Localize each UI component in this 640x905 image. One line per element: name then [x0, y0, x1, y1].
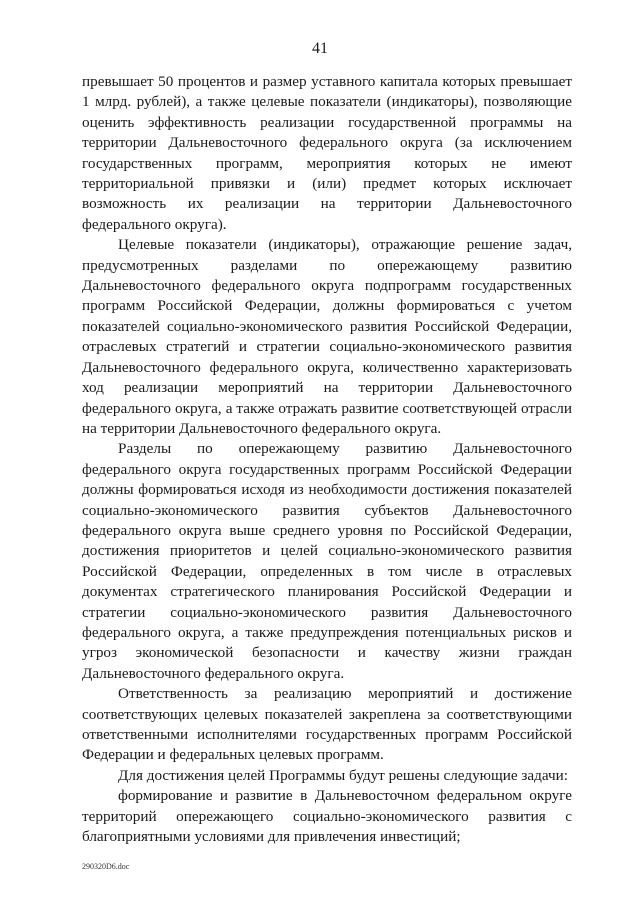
paragraph: Разделы по опережающему развитию Дальневосточного федерального округа государственных программ Российской Федерации должны формироваться исходя из необходимости достижения показателей социально-экономического развития субъектов Дальневосточного федерального округа выше среднего уровня по Российской Федерации, достижения приоритетов и целей социально-экономического развития Российской Федерации, определенных в том числе в отраслевых документах стратегического планирования Российской Федерации и стратегии социально-экономического развития Дальневосточного федерального округа, а также предупреждения потенциальных рисков и угроз экономической безопасности и качеству жизни граждан Дальневосточного федерального округа.	[82, 440, 572, 682]
paragraph: формирование и развитие в Дальневосточном федеральном округе территорий опережающего социально-экономического развития с благоприятными условиями для привлечения инвестиций;	[82, 787, 572, 846]
paragraph: Для достижения целей Программы будут решены следующие задачи:	[118, 766, 568, 784]
paragraph: превышает 50 процентов и размер уставного капитала которых превышает 1 млрд. рублей), а также целевые показатели (индикаторы), позволяющие оценить эффективность реализации государственной программы на территории Дальневосточного федерального округа (за исключением государственных программ, мероприятия которых не имеют территориальной привязки и (или) предмет которых исключает возможность их реализации на территории Дальневосточного федерального округа).	[82, 73, 572, 233]
paragraph: Целевые показатели (индикаторы), отражающие решение задач, предусмотренных разделами по опережающему развитию Дальневосточного федерального округа подпрограмм государственных программ Российской Федерации, должны формироваться с учетом показателей социально-экономического развития Российской Федерации, отраслевых стратегий и стратегии социально-экономического развития Дальневосточного федерального округа, количественно характеризовать ход реализации мероприятий на территории Дальневосточного федерального округа, а также отражать развитие соответствующей отрасли на территории Дальневосточного федерального округа.	[82, 236, 572, 437]
paragraph: Ответственность за реализацию мероприятий и достижение соответствующих целевых показателей закреплена за соответствующими ответственными исполнителями государственных программ Российской Федерации и федеральных целевых программ.	[82, 685, 572, 764]
footer-filename: 290320D6.doc	[82, 862, 130, 871]
page-number: 41	[312, 40, 328, 57]
document-body	[82, 72, 572, 847]
